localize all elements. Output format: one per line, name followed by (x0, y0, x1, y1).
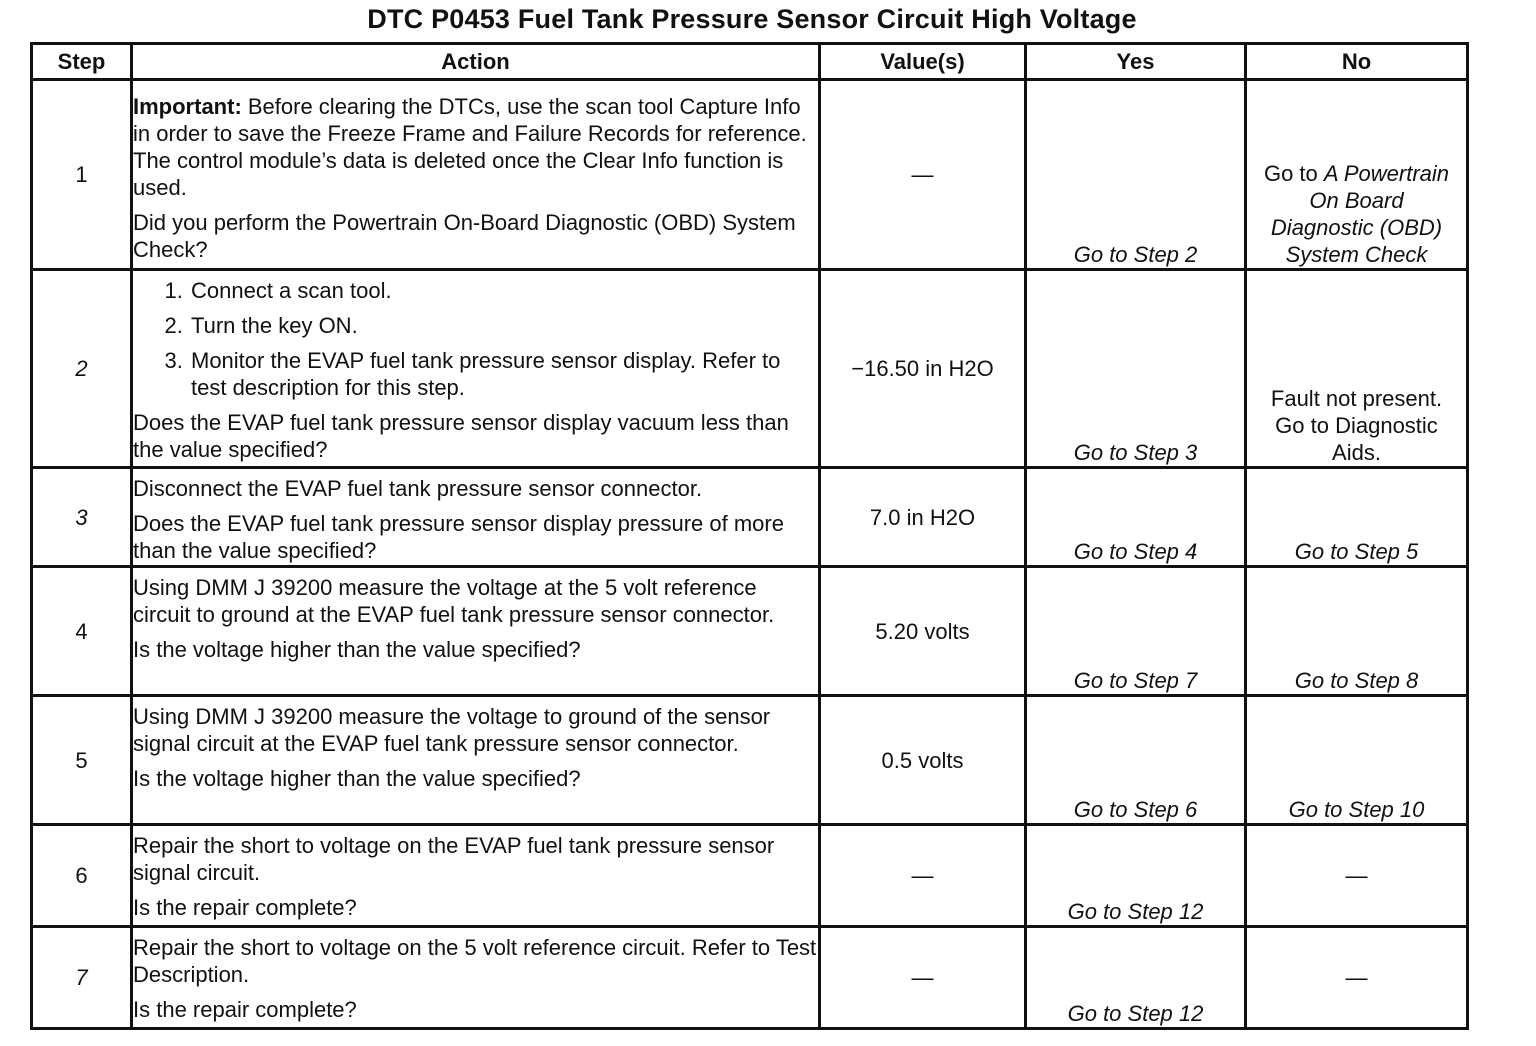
yes-link[interactable]: Go to Step 12 (1026, 825, 1246, 927)
important-text: Before clearing the DTCs, use the scan tool Capture Info in order to save the Freeze Frame and Failure Records for reference. The control module’s data is deleted once the Clear Info function is used. (133, 94, 807, 200)
yes-link[interactable]: Go to Step 2 (1026, 80, 1246, 270)
no-cell[interactable]: Fault not present. Go to Diagnostic Aids. (1246, 270, 1468, 468)
table-row (32, 270, 1468, 468)
page-title: DTC P0453 Fuel Tank Pressure Sensor Circuit High Voltage (367, 4, 1137, 34)
action-cell (132, 696, 820, 825)
table-row (32, 80, 1468, 270)
header-yes: Yes (1026, 44, 1246, 80)
table-header-row (32, 44, 1468, 80)
header-step: Step (32, 44, 132, 80)
no-prefix: Go to (1263, 161, 1324, 186)
action-text: Disconnect the EVAP fuel tank pressure sensor connector. (133, 476, 703, 501)
action-cell (132, 825, 820, 927)
table-row (32, 927, 1468, 1029)
step-number: 4 (32, 567, 132, 696)
action-question: Is the voltage higher than the value specified? (133, 766, 581, 791)
no-link[interactable]: Go to Step 8 (1246, 567, 1468, 696)
action-cell (132, 927, 820, 1029)
action-question: Is the voltage higher than the value specified? (133, 637, 581, 662)
list-item: 3. Monitor the EVAP fuel tank pressure sensor display. Refer to test description for this step. (189, 347, 818, 401)
table-row (32, 567, 1468, 696)
step-number: 1 (32, 80, 132, 270)
step-number: 7 (32, 927, 132, 1029)
value-cell: 5.20 volts (820, 567, 1026, 696)
action-cell (132, 468, 820, 567)
no-cell (1246, 80, 1468, 270)
step-number: 2 (32, 270, 132, 468)
value-cell: — (820, 825, 1026, 927)
value-cell: 0.5 volts (820, 696, 1026, 825)
list-item: 2. Turn the key ON. (189, 312, 818, 339)
no-link[interactable]: Go to Step 10 (1246, 696, 1468, 825)
step-number: 3 (32, 468, 132, 567)
important-label: Important: (133, 94, 242, 119)
value-cell: — (820, 927, 1026, 1029)
header-no: No (1246, 44, 1468, 80)
yes-link[interactable]: Go to Step 6 (1026, 696, 1246, 825)
action-cell (132, 270, 820, 468)
table-row (32, 696, 1468, 825)
yes-link[interactable]: Go to Step 4 (1026, 468, 1246, 567)
table-row (32, 825, 1468, 927)
action-question: Is the repair complete? (133, 997, 357, 1022)
yes-link[interactable]: Go to Step 3 (1026, 270, 1246, 468)
table-row (32, 468, 1468, 567)
action-question: Did you perform the Powertrain On-Board Diagnostic (OBD) System Check? (133, 210, 796, 262)
header-values: Value(s) (820, 44, 1026, 80)
no-cell: — (1246, 927, 1468, 1029)
header-action: Action (132, 44, 820, 80)
important-note (133, 93, 818, 201)
yes-link[interactable]: Go to Step 12 (1026, 927, 1246, 1029)
action-steps-list (133, 277, 818, 401)
action-text: Using DMM J 39200 measure the voltage to ground of the sensor signal circuit at the EVAP fuel tank pressure sensor connector. (133, 704, 771, 756)
value-cell: 7.0 in H2O (820, 468, 1026, 567)
no-link[interactable]: A Powertrain On Board Diagnostic (OBD) System Check (1270, 161, 1450, 267)
action-cell (132, 567, 820, 696)
action-text: Repair the short to voltage on the 5 volt reference circuit. Refer to Test Description. (133, 935, 817, 987)
no-link[interactable]: Go to Step 5 (1246, 468, 1468, 567)
action-question: Is the repair complete? (133, 895, 357, 920)
no-cell: — (1246, 825, 1468, 927)
value-cell: −16.50 in H2O (820, 270, 1026, 468)
diagnostic-table (30, 42, 1469, 1030)
action-question: Does the EVAP fuel tank pressure sensor display vacuum less than the value specified? (133, 410, 789, 462)
yes-link[interactable]: Go to Step 7 (1026, 567, 1246, 696)
list-item: 1. Connect a scan tool. (189, 277, 818, 304)
step-number: 5 (32, 696, 132, 825)
action-text: Repair the short to voltage on the EVAP fuel tank pressure sensor signal circuit. (133, 833, 775, 885)
action-question: Does the EVAP fuel tank pressure sensor display pressure of more than the value specified? (133, 511, 784, 563)
value-cell: — (820, 80, 1026, 270)
step-number: 6 (32, 825, 132, 927)
action-cell (132, 80, 820, 270)
action-text: Using DMM J 39200 measure the voltage at the 5 volt reference circuit to ground at the EVAP fuel tank pressure sensor connector. (133, 575, 775, 627)
